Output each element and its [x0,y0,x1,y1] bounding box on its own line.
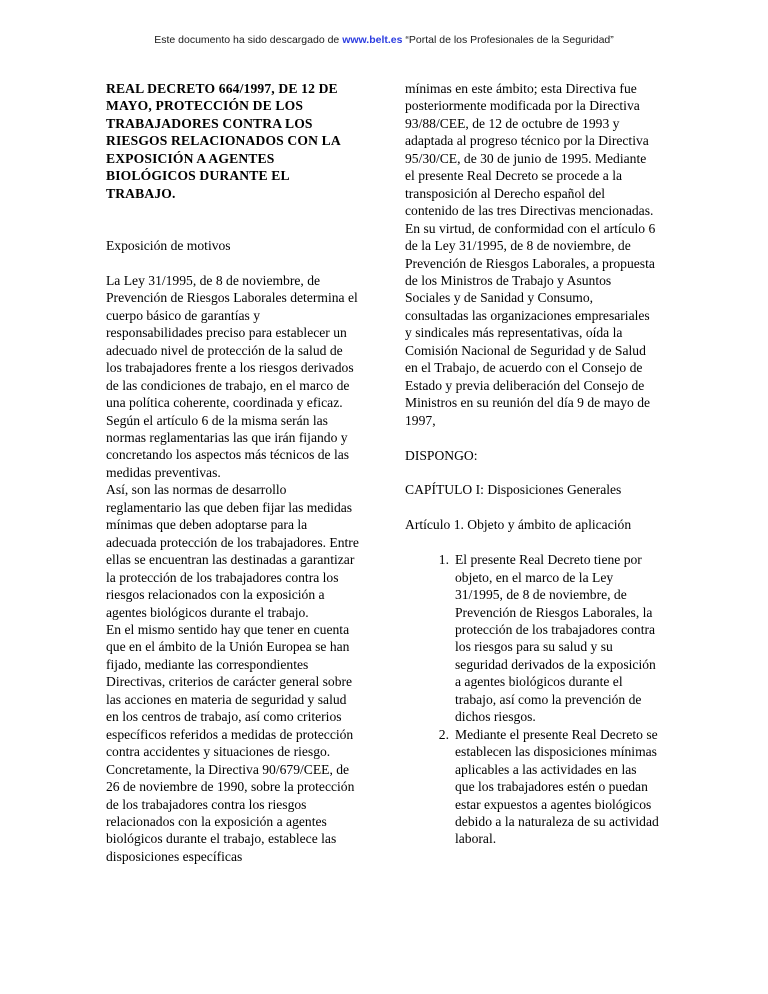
left-paragraph-2: Así, son las normas de desarrollo reglamentario las que deben fijar las medidas mínimas que deben adoptarse para la adecuada protección de los trabajadores. Entre ellas se encuentran las destinadas a garantizar la protección de los trabajadores contra los riesgos relacionados con la exposición a agentes biológicos durante el trabajo. [106,482,359,620]
document-title: REAL DECRETO 664/1997, DE 12 DE MAYO, PROTECCIÓN DE LOS TRABAJADORES CONTRA LOS RIESGOS RELACIONADOS CON LA EXPOSICIÓN A AGENTES BIOLÓGICOS DURANTE EL TRABAJO. [106,81,341,201]
spacer [106,255,360,272]
dispongo-heading: DISPONGO: [405,447,478,463]
articulo-1-list [405,551,659,848]
left-paragraph-1: La Ley 31/1995, de 8 de noviembre, de Prevención de Riesgos Laborales determina el cuerpo básico de garantías y responsabilidades preciso para establecer un adecuado nivel de protección de la salud de los trabajadores frente a los riesgos derivados de las condiciones de trabajo, en el marco de una política coherente, coordinada y eficaz. Según el artículo 6 de la misma serán las normas reglamentarias las que irán fijando y concretando los aspectos más técnicos de las medidas preventivas. [106,272,358,480]
download-banner [0,33,768,47]
exposicion-de-motivos-heading: Exposición de motivos [106,238,231,254]
spacer [405,464,659,481]
belt-es-link[interactable]: www.belt.es [342,34,403,46]
spacer [405,499,659,516]
spacer [405,429,659,446]
left-paragraph-3: En el mismo sentido hay que tener en cuenta que en el ámbito de la Unión Europea se han fijado, mediante las correspondientes Directivas, criterios de carácter general sobre las acciones en materia de seguridad y salud en los centros de trabajo, así como criterios específicos referidos a medidas de protección contra accidentes y situaciones de riesgo. Concretamente, la Directiva 90/679/CEE, de 26 de noviembre de 1990, sobre la protección de los trabajadores contra los riesgos relacionados con la exposición a agentes biológicos durante el trabajo, establece las disposiciones específicas [106,622,355,864]
banner-suffix-text: “Portal de los Profesionales de la Seguridad” [402,34,614,46]
right-column [405,80,659,848]
capitulo-heading: CAPÍTULO I: Disposiciones Generales [405,482,622,498]
spacer [405,534,659,551]
list-item: El presente Real Decreto tiene por objeto, en el marco de la Ley 31/1995, de 8 de noviembre, de Prevención de Riesgos Laborales, la protección de los trabajadores contra los riesgos para su salud y su seguridad derivados de la exposición a agentes biológicos durante el trabajo, así como la prevención de dichos riesgos. [455,552,656,725]
spacer [106,202,360,237]
right-paragraph-1: mínimas en este ámbito; esta Directiva fue posteriormente modificada por la Directiva 93/88/CEE, de 12 de octubre de 1993 y adaptada al progreso técnico por la Directiva 95/30/CE, de 30 de junio de 1995. Mediante el presente Real Decreto se procede a la transposición al Derecho español del contenido de las tres Directivas mencionadas. [405,81,654,219]
banner-prefix-text: Este documento ha sido descargado de [154,34,343,46]
right-paragraph-2: En su virtud, de conformidad con el artículo 6 de la Ley 31/1995, de 8 de noviembre, de Prevención de Riesgos Laborales, a propuesta de los Ministros de Trabajo y Asuntos Sociales y de Sanidad y Consumo, consultadas las organizaciones empresariales y sindicales más representativas, oída la Comisión Nacional de Seguridad y de Salud en el Trabajo, de acuerdo con el Consejo de Estado y previa deliberación del Consejo de Ministros en su reunión del día 9 de mayo de 1997, [405,220,656,428]
list-item: Mediante el presente Real Decreto se establecen las disposiciones mínimas aplicables a las actividades en las que los trabajadores estén o puedan estar expuestos a agentes biológicos debido a la naturaleza de su actividad laboral. [455,726,659,847]
articulo-1-heading: Artículo 1. Objeto y ámbito de aplicación [405,517,632,533]
left-column [106,80,360,865]
